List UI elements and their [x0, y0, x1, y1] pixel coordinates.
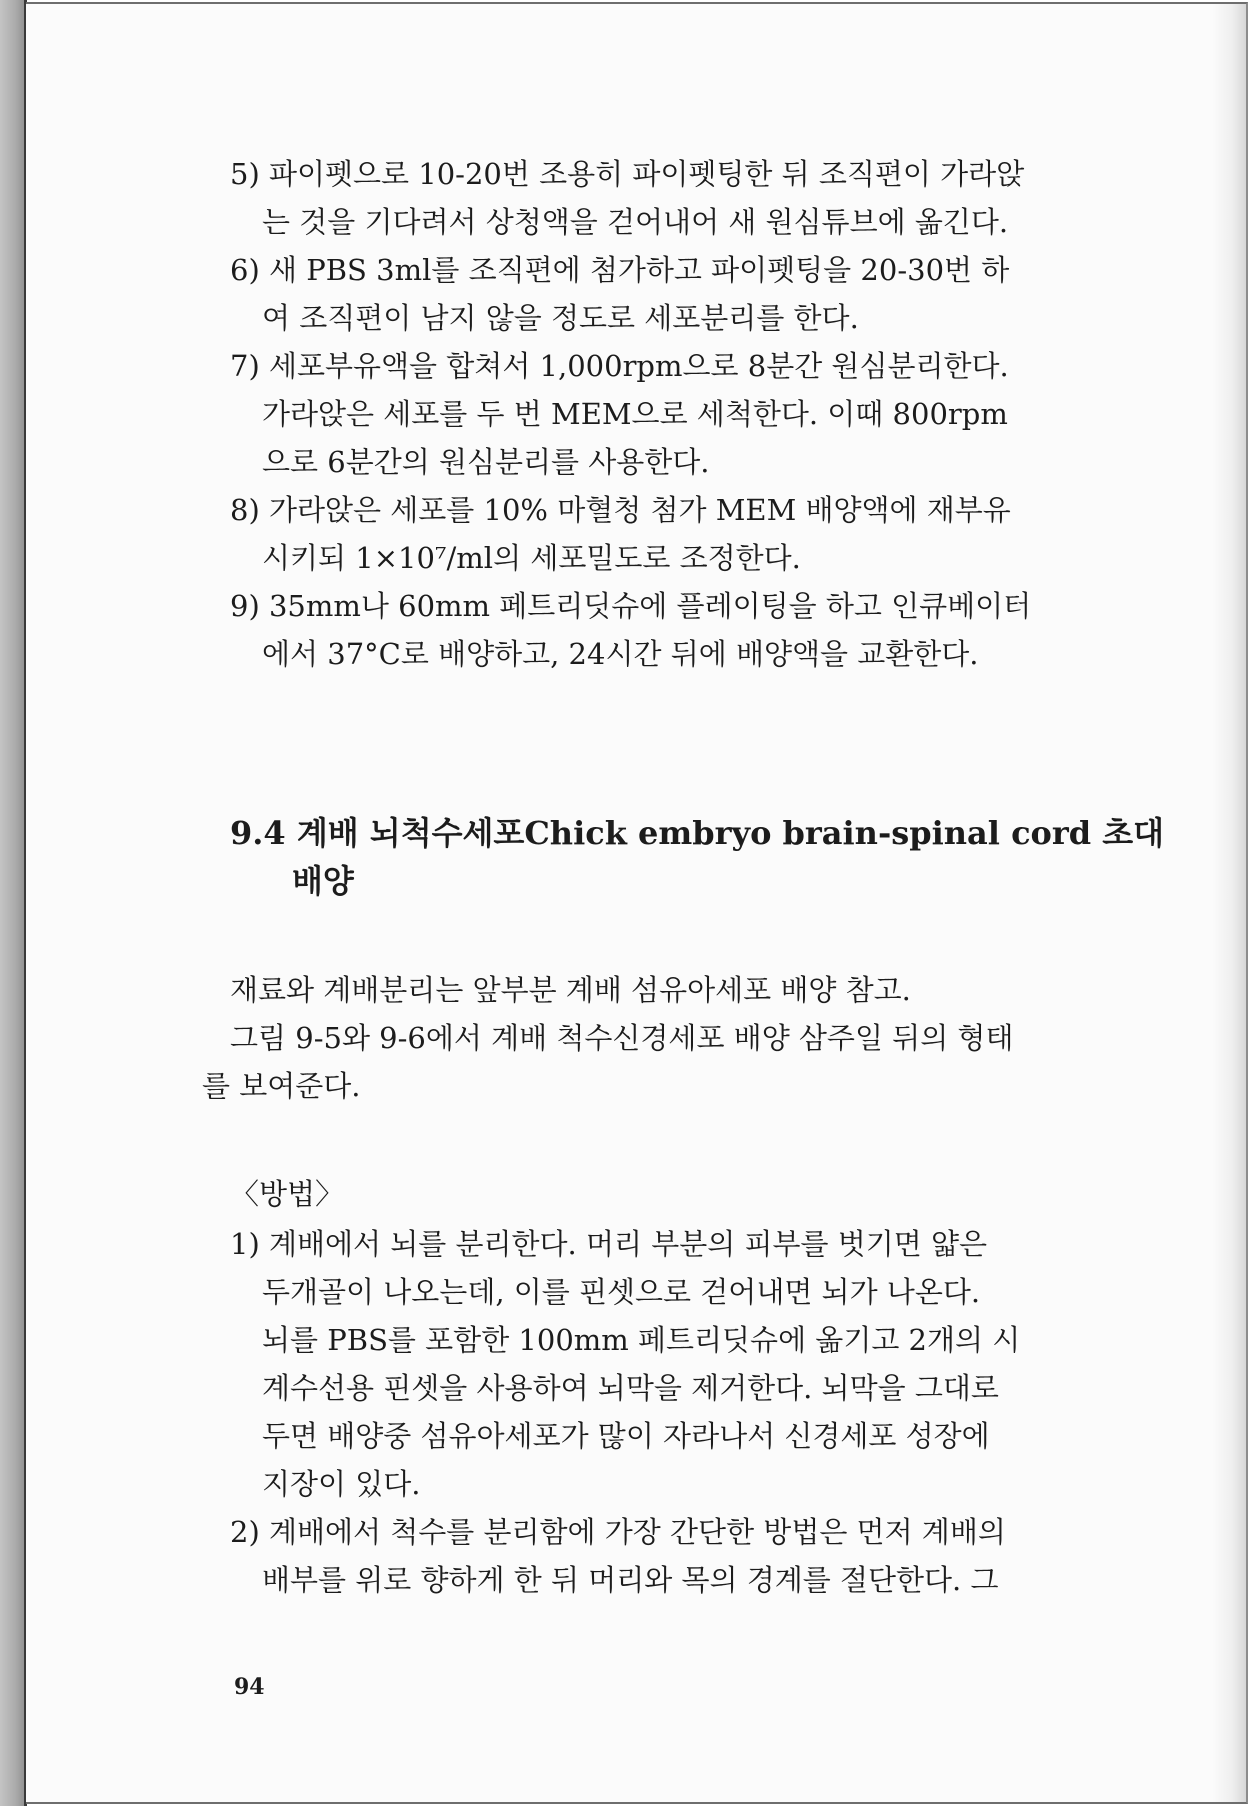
- step-7-line-1: 7) 세포부유액을 합쳐서 1,000rpm으로 8분간 원심분리한다.: [230, 349, 1009, 383]
- step-list-top: [230, 150, 1142, 678]
- step-6-line-2: 여 조직편이 남지 않을 정도로 세포분리를 한다.: [262, 301, 859, 335]
- step-8-line-1: 8) 가라앉은 세포를 10% 마혈청 첨가 MEM 배양액에 재부유: [230, 493, 1011, 527]
- step-5-line-2: 는 것을 기다려서 상청액을 걷어내어 새 원심튜브에 옮긴다.: [262, 205, 1009, 239]
- step-8-line-2: 시키되 1×10⁷/ml의 세포밀도로 조정한다.: [262, 541, 801, 575]
- page-number: 94: [234, 1674, 265, 1700]
- page-right-shadow: [1212, 4, 1246, 1802]
- method-step-1-line-3: 뇌를 PBS를 포함한 100mm 페트리딧슈에 옮기고 2개의 시: [262, 1323, 1021, 1357]
- method-step-1-line-5: 두면 배양중 섬유아세포가 많이 자라나서 신경세포 성장에: [262, 1419, 990, 1453]
- section-heading: [230, 808, 1165, 904]
- intro-line-1: 재료와 계배분리는 앞부분 계배 섬유아세포 배양 참고.: [230, 973, 911, 1007]
- intro-paragraph: [230, 966, 1142, 1062]
- method-step-list: [230, 1220, 1142, 1604]
- method-label: [230, 1170, 1142, 1218]
- intro-line-3: 를 보여준다.: [202, 1069, 361, 1103]
- intro-line-2: 그림 9-5와 9-6에서 계배 척수신경세포 배양 삼주일 뒤의 형태: [230, 1021, 1014, 1055]
- step-5-line-1: 5) 파이펫으로 10-20번 조용히 파이펫팅한 뒤 조직편이 가라앉: [230, 157, 1025, 191]
- section-heading-line-1: 9.4 계배 뇌척수세포Chick embryo brain-spinal cord 초대: [230, 814, 1165, 852]
- step-6-line-1: 6) 새 PBS 3ml를 조직편에 첨가하고 파이펫팅을 20-30번 하: [230, 253, 1010, 287]
- step-7-line-2: 가라앉은 세포를 두 번 MEM으로 세척한다. 이때 800rpm: [262, 397, 1008, 431]
- step-7-line-3: 으로 6분간의 원심분리를 사용한다.: [262, 445, 710, 479]
- section-heading-line-2: 배양: [292, 862, 354, 900]
- method-step-1-line-1: 1) 계배에서 뇌를 분리한다. 머리 부분의 피부를 벗기면 얇은: [230, 1227, 988, 1261]
- method-step-1-line-4: 계수선용 핀셋을 사용하여 뇌막을 제거한다. 뇌막을 그대로: [262, 1371, 999, 1405]
- method-label-text: 〈방법〉: [230, 1177, 345, 1211]
- book-page: [26, 2, 1248, 1804]
- step-9-line-2: 에서 37°C로 배양하고, 24시간 뒤에 배양액을 교환한다.: [262, 637, 979, 671]
- method-step-2-line-2: 배부를 위로 향하게 한 뒤 머리와 목의 경계를 절단한다. 그: [262, 1563, 999, 1597]
- method-step-2-line-1: 2) 계배에서 척수를 분리함에 가장 간단한 방법은 먼저 계배의: [230, 1515, 1006, 1549]
- intro-paragraph-continued: [202, 1062, 1114, 1110]
- step-9-line-1: 9) 35mm나 60mm 페트리딧슈에 플레이팅을 하고 인큐베이터: [230, 589, 1032, 623]
- method-step-1-line-2: 두개골이 나오는데, 이를 핀셋으로 걷어내면 뇌가 나온다.: [262, 1275, 981, 1309]
- method-step-1-line-6: 지장이 있다.: [262, 1467, 421, 1501]
- page-spine-edge: [0, 0, 26, 1806]
